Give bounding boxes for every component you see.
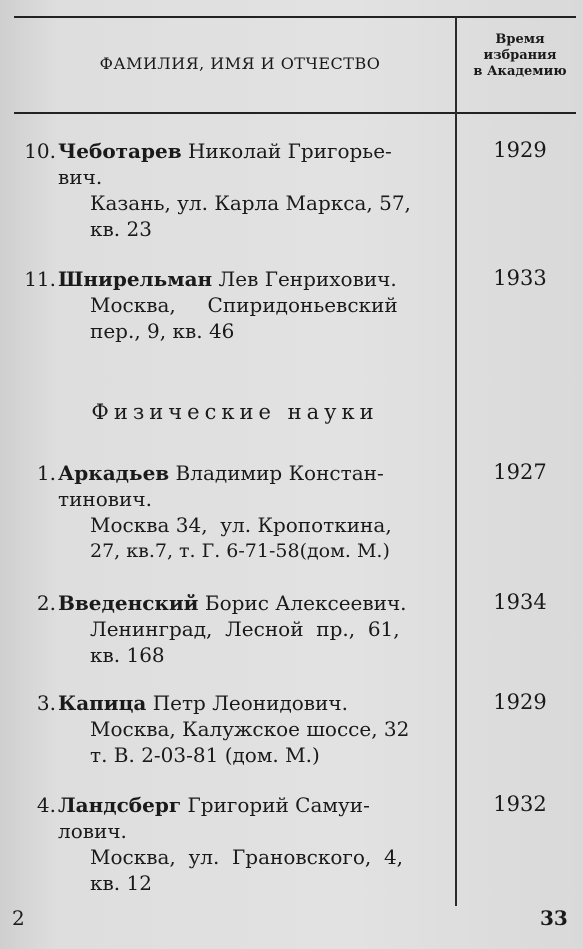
header-rule [14, 112, 576, 114]
entry-number: 1. [36, 461, 56, 485]
entry-name [58, 590, 448, 616]
entry-address-cont: кв. 12 [90, 871, 152, 895]
entry-given-names: Лев Генрихович. [212, 267, 397, 291]
entry-address-cont: 27, кв.7, т. Г. 6-71-58(дом. М.) [90, 540, 390, 562]
entry-name-cont: лович. [58, 819, 127, 843]
entry-year: 1934 [493, 590, 547, 614]
entry-address: Москва, ул. Грановского, 4, [90, 845, 404, 869]
entry-number: 2. [36, 591, 56, 615]
entry-address: Ленинград, Лесной пр., 61, [90, 617, 400, 641]
entry-number: 3. [36, 691, 56, 715]
entry-name [58, 792, 448, 818]
entry-address: Казань, ул. Карла Маркса, 57, [90, 191, 411, 215]
header-time-line-1: Время [495, 32, 545, 47]
entry-name-cont: вич. [58, 165, 103, 189]
top-rule [14, 16, 576, 18]
entry-given-names: Петр Леонидович. [146, 691, 348, 715]
entry-number: 11. [24, 267, 56, 291]
entry-surname: Шнирельман [58, 267, 213, 291]
entry-phone: т. В. 2-03-81 (дом. М.) [90, 743, 320, 767]
page-number: 33 [540, 906, 568, 930]
entry-surname: Чеботарев [58, 139, 182, 163]
entry-year: 1929 [493, 690, 547, 714]
entry-year: 1929 [493, 138, 547, 162]
entry-name [58, 138, 448, 164]
column-header-election-time [460, 32, 580, 80]
entry-address: Москва, Спиридоньевский [90, 293, 398, 317]
entry-address: Москва 34, ул. Кропоткина, [90, 513, 392, 537]
entry-number: 10. [24, 139, 56, 163]
entry-surname: Капица [58, 691, 147, 715]
entry-year: 1933 [493, 266, 547, 290]
header-time-line-3: в Академию [473, 64, 567, 79]
entry-year: 1927 [493, 460, 547, 484]
entry-given-names: Николай Григорье- [181, 139, 392, 163]
column-header-name: ФАМИЛИЯ, ИМЯ И ОТЧЕСТВО [99, 54, 381, 73]
entry-given-names: Владимир Констан- [169, 461, 384, 485]
column-divider [455, 16, 457, 906]
entry-address-cont: кв. 23 [90, 217, 152, 241]
entry-given-names: Григорий Самуи- [181, 793, 370, 817]
entry-number: 4. [36, 793, 56, 817]
entry-given-names: Борис Алексеевич. [198, 591, 407, 615]
entry-name [58, 690, 448, 716]
entry-name [58, 460, 448, 486]
entry-year: 1932 [493, 792, 547, 816]
section-heading: Физические науки [91, 400, 379, 424]
entry-address-cont: пер., 9, кв. 46 [90, 319, 235, 343]
entry-surname: Ландсберг [58, 793, 182, 817]
entry-name-cont: тинович. [58, 487, 152, 511]
page-marker-left: 2 [12, 906, 25, 930]
entry-surname: Введенский [58, 591, 199, 615]
entry-surname: Аркадьев [58, 461, 170, 485]
entry-address: Москва, Калужское шоссе, 32 [90, 717, 410, 741]
entry-name [58, 266, 448, 292]
header-time-line-2: избрания [483, 48, 557, 63]
entry-address-cont: кв. 168 [90, 643, 165, 667]
